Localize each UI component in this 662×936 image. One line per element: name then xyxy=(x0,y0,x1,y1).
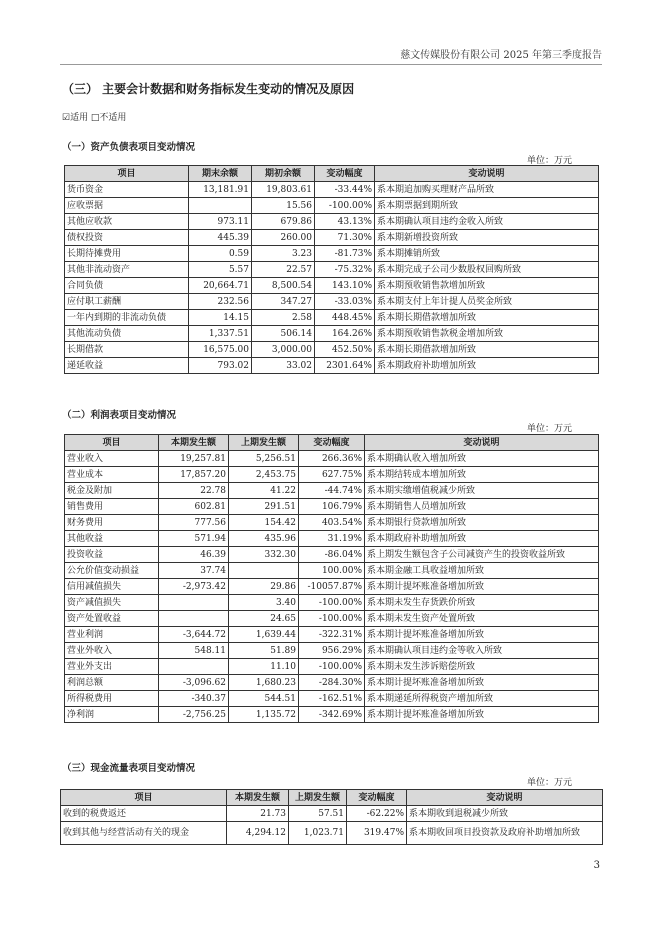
prior-value-cell: 41.22 xyxy=(229,483,299,499)
current-value-cell: 21.73 xyxy=(227,806,289,822)
current-value-cell: -3,096.62 xyxy=(159,675,229,691)
change-explanation-cell: 系本期未发生涉诉赔偿所致 xyxy=(365,659,599,675)
change-explanation-cell: 系本期长期借款增加所致 xyxy=(375,310,599,326)
item-name-cell: 收到的税费返还 xyxy=(61,806,227,822)
table-row xyxy=(65,483,599,499)
change-rate-cell: -284.30% xyxy=(299,675,365,691)
item-name-cell: 销售费用 xyxy=(65,499,159,515)
item-name-cell: 营业成本 xyxy=(65,467,159,483)
column-header: 期末余额 xyxy=(189,166,252,182)
table-row xyxy=(65,611,599,627)
prior-value-cell: 260.00 xyxy=(252,230,315,246)
change-rate-cell: -44.74% xyxy=(299,483,365,499)
current-value-cell: 37.74 xyxy=(159,563,229,579)
prior-value-cell: 29.86 xyxy=(229,579,299,595)
item-name-cell: 应付职工薪酬 xyxy=(65,294,189,310)
table-row xyxy=(65,358,599,374)
current-value-cell: 22.78 xyxy=(159,483,229,499)
table-row xyxy=(65,326,599,342)
current-value-cell: 445.39 xyxy=(189,230,252,246)
item-name-cell: 投资收益 xyxy=(65,547,159,563)
item-name-cell: 利润总额 xyxy=(65,675,159,691)
prior-value-cell: 1,023.71 xyxy=(289,822,347,845)
current-value-cell: 16,575.00 xyxy=(189,342,252,358)
current-value-cell: 232.56 xyxy=(189,294,252,310)
item-name-cell: 营业外收入 xyxy=(65,643,159,659)
change-explanation-cell: 系本期预收销售款增加所致 xyxy=(375,278,599,294)
prior-value-cell: 8,500.54 xyxy=(252,278,315,294)
section-title: （三） 主要会计数据和财务指标发生变动的情况及原因 xyxy=(62,82,355,96)
table-row xyxy=(65,675,599,691)
change-rate-cell: -100.00% xyxy=(299,611,365,627)
applicable-checkbox-line: ☑适用 □不适用 xyxy=(62,113,127,123)
current-value-cell: 793.02 xyxy=(189,358,252,374)
table-row xyxy=(65,342,599,358)
prior-value-cell: 154.42 xyxy=(229,515,299,531)
current-value-cell xyxy=(159,659,229,675)
current-value-cell: 973.11 xyxy=(189,214,252,230)
table-row xyxy=(65,198,599,214)
change-rate-cell: -342.69% xyxy=(299,707,365,723)
report-header: 慈文传媒股份有限公司 2025 年第三季度报告 xyxy=(400,50,602,61)
item-name-cell: 货币资金 xyxy=(65,182,189,198)
current-value-cell: 4,294.12 xyxy=(227,822,289,845)
current-value-cell: 602.81 xyxy=(159,499,229,515)
prior-value-cell: 435.96 xyxy=(229,531,299,547)
current-value-cell xyxy=(159,611,229,627)
balance-sheet-title: （一）资产负债表项目变动情况 xyxy=(62,142,196,153)
income-statement-title: （二）利润表项目变动情况 xyxy=(62,410,177,421)
current-value-cell: 1,337.51 xyxy=(189,326,252,342)
change-explanation-cell: 系本期票据到期所致 xyxy=(375,198,599,214)
table-row xyxy=(65,278,599,294)
table-row xyxy=(65,230,599,246)
table-row xyxy=(65,262,599,278)
change-rate-cell: -10057.87% xyxy=(299,579,365,595)
change-explanation-cell: 系本期计提坏账准备增加所致 xyxy=(365,627,599,643)
table-row xyxy=(65,579,599,595)
item-name-cell: 递延收益 xyxy=(65,358,189,374)
cash-flow-unit: 单位：万元 xyxy=(526,778,572,788)
change-rate-cell: -62.22% xyxy=(347,806,407,822)
prior-value-cell: 3.23 xyxy=(252,246,315,262)
change-explanation-cell: 系本期未发生资产处置所致 xyxy=(365,611,599,627)
change-rate-cell: -33.03% xyxy=(315,294,375,310)
table-row xyxy=(65,563,599,579)
change-rate-cell: 143.10% xyxy=(315,278,375,294)
income-statement-table xyxy=(64,434,599,723)
current-value-cell: 777.56 xyxy=(159,515,229,531)
column-header: 变动说明 xyxy=(365,435,599,451)
column-header: 本期发生额 xyxy=(159,435,229,451)
item-name-cell: 债权投资 xyxy=(65,230,189,246)
table-row xyxy=(65,531,599,547)
prior-value-cell: 3,000.00 xyxy=(252,342,315,358)
current-value-cell: -2,756.25 xyxy=(159,707,229,723)
change-rate-cell: 31.19% xyxy=(299,531,365,547)
current-value-cell: -3,644.72 xyxy=(159,627,229,643)
column-header: 项目 xyxy=(65,166,189,182)
table-row xyxy=(65,246,599,262)
change-rate-cell: -100.00% xyxy=(299,595,365,611)
item-name-cell: 信用减值损失 xyxy=(65,579,159,595)
current-value-cell: 17,857.20 xyxy=(159,467,229,483)
change-explanation-cell: 系本期政府补助增加所致 xyxy=(365,531,599,547)
change-explanation-cell: 系本期递延所得税资产增加所致 xyxy=(365,691,599,707)
change-rate-cell: 43.13% xyxy=(315,214,375,230)
prior-value-cell: 347.27 xyxy=(252,294,315,310)
table-row xyxy=(65,595,599,611)
change-explanation-cell: 系本期摊销所致 xyxy=(375,246,599,262)
current-value-cell: 46.39 xyxy=(159,547,229,563)
item-name-cell: 资产减值损失 xyxy=(65,595,159,611)
prior-value-cell: 24.65 xyxy=(229,611,299,627)
column-header: 项目 xyxy=(61,790,227,806)
change-explanation-cell: 系本期收回项目投资款及政府补助增加所致 xyxy=(407,822,603,845)
table-row xyxy=(65,515,599,531)
prior-value-cell xyxy=(229,563,299,579)
change-rate-cell: 319.47% xyxy=(347,822,407,845)
prior-value-cell: 291.51 xyxy=(229,499,299,515)
table-header-row xyxy=(65,166,599,182)
change-explanation-cell: 系本期实缴增值税减少所致 xyxy=(365,483,599,499)
change-explanation-cell: 系本期结转成本增加所致 xyxy=(365,467,599,483)
prior-value-cell: 2,453.75 xyxy=(229,467,299,483)
change-rate-cell: 71.30% xyxy=(315,230,375,246)
item-name-cell: 税金及附加 xyxy=(65,483,159,499)
table-row xyxy=(65,182,599,198)
balance-sheet-unit: 单位：万元 xyxy=(526,156,572,166)
table-row xyxy=(65,467,599,483)
change-explanation-cell: 系本期确认项目违约金收入所致 xyxy=(375,214,599,230)
prior-value-cell: 51.89 xyxy=(229,643,299,659)
change-rate-cell: -86.04% xyxy=(299,547,365,563)
column-header: 变动说明 xyxy=(375,166,599,182)
cash-flow-title: （三）现金流量表项目变动情况 xyxy=(62,763,196,774)
change-rate-cell: 164.26% xyxy=(315,326,375,342)
current-value-cell: -340.37 xyxy=(159,691,229,707)
table-row xyxy=(65,707,599,723)
prior-value-cell: 15.56 xyxy=(252,198,315,214)
change-explanation-cell: 系本期长期借款增加所致 xyxy=(375,342,599,358)
item-name-cell: 净利润 xyxy=(65,707,159,723)
change-rate-cell: 266.36% xyxy=(299,451,365,467)
current-value-cell: -2,973.42 xyxy=(159,579,229,595)
change-rate-cell: 956.29% xyxy=(299,643,365,659)
change-explanation-cell: 系上期发生额包含子公司减资产生的投资收益所致 xyxy=(365,547,599,563)
item-name-cell: 其他收益 xyxy=(65,531,159,547)
current-value-cell: 13,181.91 xyxy=(189,182,252,198)
column-header: 变动幅度 xyxy=(347,790,407,806)
cash-flow-table xyxy=(60,789,603,845)
prior-value-cell: 22.57 xyxy=(252,262,315,278)
item-name-cell: 营业外支出 xyxy=(65,659,159,675)
table-header-row xyxy=(65,435,599,451)
current-value-cell: 548.11 xyxy=(159,643,229,659)
column-header: 本期发生额 xyxy=(227,790,289,806)
prior-value-cell: 33.02 xyxy=(252,358,315,374)
table-row xyxy=(61,806,603,822)
table-row xyxy=(65,294,599,310)
income-statement-unit: 单位：万元 xyxy=(526,424,572,434)
change-explanation-cell: 系本期确认项目违约金等收入所致 xyxy=(365,643,599,659)
change-rate-cell: -75.32% xyxy=(315,262,375,278)
current-value-cell: 20,664.71 xyxy=(189,278,252,294)
prior-value-cell: 57.51 xyxy=(289,806,347,822)
item-name-cell: 资产处置收益 xyxy=(65,611,159,627)
change-explanation-cell: 系本期计提坏账准备增加所致 xyxy=(365,675,599,691)
table-header-row xyxy=(61,790,603,806)
item-name-cell: 其他应收款 xyxy=(65,214,189,230)
change-rate-cell: -322.31% xyxy=(299,627,365,643)
change-explanation-cell: 系本期销售人员增加所致 xyxy=(365,499,599,515)
item-name-cell: 公允价值变动损益 xyxy=(65,563,159,579)
item-name-cell: 长期借款 xyxy=(65,342,189,358)
current-value-cell: 14.15 xyxy=(189,310,252,326)
balance-sheet-table xyxy=(64,165,599,374)
column-header: 变动幅度 xyxy=(299,435,365,451)
change-rate-cell: 448.45% xyxy=(315,310,375,326)
change-rate-cell: 100.00% xyxy=(299,563,365,579)
item-name-cell: 收到其他与经营活动有关的现金 xyxy=(61,822,227,845)
prior-value-cell: 19,803.61 xyxy=(252,182,315,198)
table-row xyxy=(61,822,603,845)
change-explanation-cell: 系本期银行贷款增加所致 xyxy=(365,515,599,531)
change-explanation-cell: 系本期预收销售款税金增加所致 xyxy=(375,326,599,342)
table-row xyxy=(65,310,599,326)
change-explanation-cell: 系本期金融工具收益增加所致 xyxy=(365,563,599,579)
header-divider xyxy=(60,64,602,65)
change-explanation-cell: 系本期确认收入增加所致 xyxy=(365,451,599,467)
current-value-cell: 19,257.81 xyxy=(159,451,229,467)
item-name-cell: 财务费用 xyxy=(65,515,159,531)
prior-value-cell: 1,680.23 xyxy=(229,675,299,691)
prior-value-cell: 5,256.51 xyxy=(229,451,299,467)
page-number: 3 xyxy=(593,860,600,871)
current-value-cell xyxy=(189,198,252,214)
table-row xyxy=(65,627,599,643)
column-header: 变动说明 xyxy=(407,790,603,806)
item-name-cell: 长期待摊费用 xyxy=(65,246,189,262)
item-name-cell: 其他流动负债 xyxy=(65,326,189,342)
change-explanation-cell: 系本期追加购买理财产品所致 xyxy=(375,182,599,198)
change-rate-cell: -81.73% xyxy=(315,246,375,262)
prior-value-cell: 679.86 xyxy=(252,214,315,230)
item-name-cell: 营业利润 xyxy=(65,627,159,643)
column-header: 项目 xyxy=(65,435,159,451)
current-value-cell: 0.59 xyxy=(189,246,252,262)
prior-value-cell: 1,135.72 xyxy=(229,707,299,723)
item-name-cell: 其他非流动资产 xyxy=(65,262,189,278)
change-explanation-cell: 系本期完成子公司少数股权回购所致 xyxy=(375,262,599,278)
current-value-cell: 5.57 xyxy=(189,262,252,278)
change-explanation-cell: 系本期计提坏账准备增加所致 xyxy=(365,707,599,723)
column-header: 变动幅度 xyxy=(315,166,375,182)
prior-value-cell: 2.58 xyxy=(252,310,315,326)
item-name-cell: 一年内到期的非流动负债 xyxy=(65,310,189,326)
change-rate-cell: 452.50% xyxy=(315,342,375,358)
change-rate-cell: -100.00% xyxy=(299,659,365,675)
prior-value-cell: 11.10 xyxy=(229,659,299,675)
current-value-cell: 571.94 xyxy=(159,531,229,547)
table-row xyxy=(65,499,599,515)
item-name-cell: 应收票据 xyxy=(65,198,189,214)
change-rate-cell: 403.54% xyxy=(299,515,365,531)
prior-value-cell: 1,639.44 xyxy=(229,627,299,643)
change-rate-cell: 2301.64% xyxy=(315,358,375,374)
change-explanation-cell: 系本期计提坏账准备增加所致 xyxy=(365,579,599,595)
change-rate-cell: -162.51% xyxy=(299,691,365,707)
table-row xyxy=(65,451,599,467)
change-explanation-cell: 系本期收到退税减少所致 xyxy=(407,806,603,822)
change-explanation-cell: 系本期新增投资所致 xyxy=(375,230,599,246)
prior-value-cell: 506.14 xyxy=(252,326,315,342)
column-header: 上期发生额 xyxy=(289,790,347,806)
change-rate-cell: -100.00% xyxy=(315,198,375,214)
table-row xyxy=(65,547,599,563)
change-explanation-cell: 系本期未发生存货跌价所致 xyxy=(365,595,599,611)
change-rate-cell: -33.44% xyxy=(315,182,375,198)
prior-value-cell: 3.40 xyxy=(229,595,299,611)
table-row xyxy=(65,214,599,230)
item-name-cell: 合同负债 xyxy=(65,278,189,294)
prior-value-cell: 544.51 xyxy=(229,691,299,707)
current-value-cell xyxy=(159,595,229,611)
change-explanation-cell: 系本期支付上年计提人员奖金所致 xyxy=(375,294,599,310)
table-row xyxy=(65,659,599,675)
column-header: 上期发生额 xyxy=(229,435,299,451)
item-name-cell: 营业收入 xyxy=(65,451,159,467)
table-row xyxy=(65,691,599,707)
change-rate-cell: 106.79% xyxy=(299,499,365,515)
column-header: 期初余额 xyxy=(252,166,315,182)
change-rate-cell: 627.75% xyxy=(299,467,365,483)
item-name-cell: 所得税费用 xyxy=(65,691,159,707)
change-explanation-cell: 系本期政府补助增加所致 xyxy=(375,358,599,374)
prior-value-cell: 332.30 xyxy=(229,547,299,563)
table-row xyxy=(65,643,599,659)
